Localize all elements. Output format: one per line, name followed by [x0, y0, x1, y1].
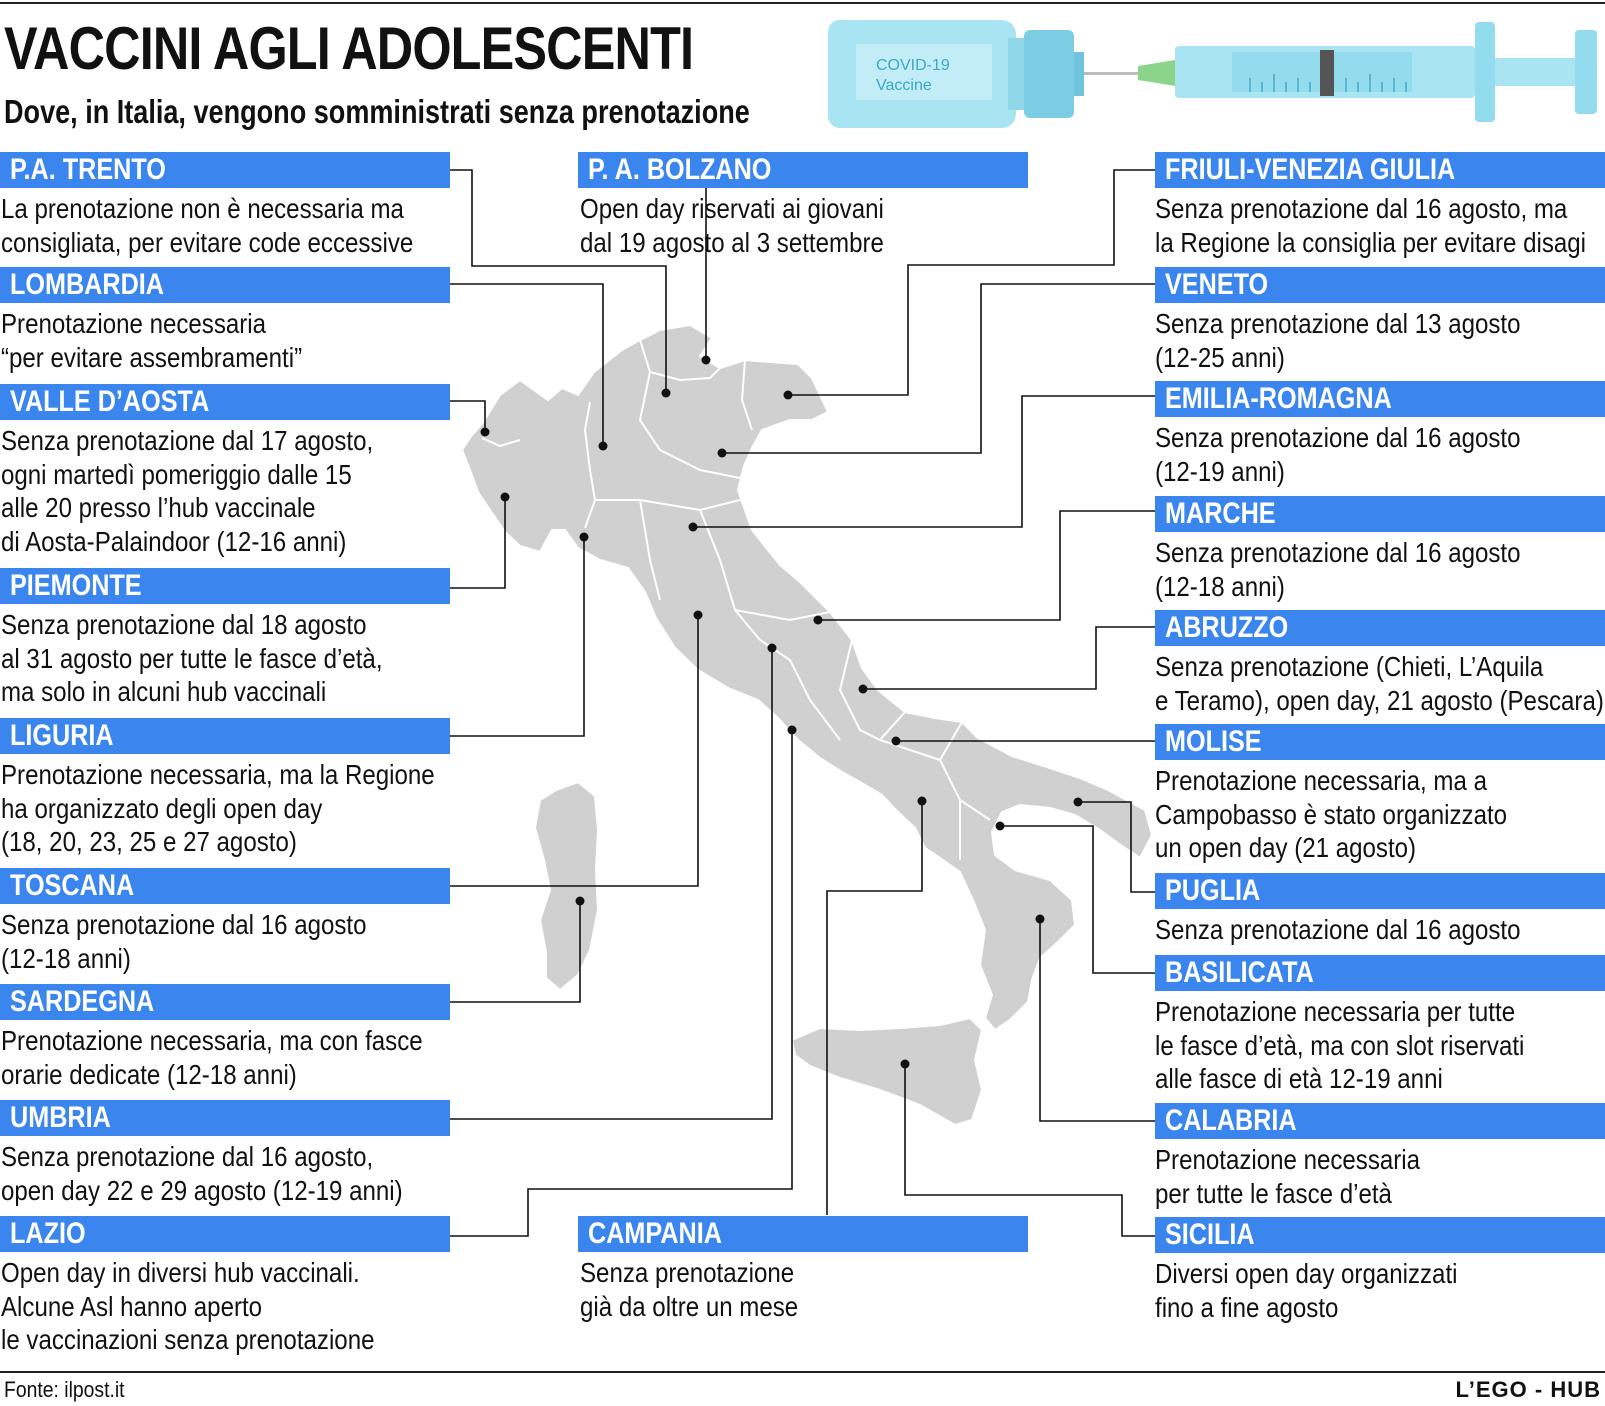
dot-lombardia: [599, 442, 608, 451]
dot-trento: [662, 389, 671, 398]
region-text-umbria: Senza prenotazione dal 16 agosto, open day 22 e 29 agosto (12-19 anni): [1, 1141, 403, 1206]
region-header-sardegna: SARDEGNA: [0, 984, 450, 1020]
region-header-umbria: UMBRIA: [0, 1100, 450, 1136]
bottom-rule: [0, 1371, 1605, 1373]
connector-abruzzo: [863, 627, 1155, 689]
region-text-lombardia: Prenotazione necessaria “per evitare assembramenti”: [1, 308, 303, 373]
dot-toscana: [694, 611, 703, 620]
region-text-abruzzo: Senza prenotazione (Chieti, L’Aquila e Teramo), open day, 21 agosto (Pescara): [1155, 651, 1604, 716]
source-note: Fonte: ilpost.it: [4, 1377, 125, 1402]
dot-piemonte: [501, 493, 510, 502]
region-header-abruzzo: ABRUZZO: [1155, 610, 1605, 646]
dot-veneto: [718, 449, 727, 458]
region-text-bolzano: Open day riservati ai giovani dal 19 agosto al 3 settembre: [580, 193, 884, 258]
region-header-friuli: FRIULI-VENEZIA GIULIA: [1155, 152, 1605, 188]
region-header-valle-daosta: VALLE D’AOSTA: [0, 384, 450, 420]
region-text-campania: Senza prenotazione già da oltre un mese: [580, 1257, 799, 1322]
dot-umbria: [768, 644, 777, 653]
region-header-bolzano: P. A. BOLZANO: [578, 152, 1028, 188]
region-text-piemonte: Senza prenotazione dal 18 agosto al 31 agosto per tutte le fasce d’età, ma solo in alcuni hub vaccinali: [1, 609, 383, 707]
connector-liguria: [440, 537, 584, 736]
region-text-sardegna: Prenotazione necessaria, ma con fasce orarie dedicate (12-18 anni): [1, 1025, 423, 1090]
dot-molise: [892, 737, 901, 746]
region-header-trento: P.A. TRENTO: [0, 152, 450, 188]
region-text-puglia: Senza prenotazione dal 16 agosto: [1155, 914, 1521, 945]
dot-friuli: [784, 391, 793, 400]
region-header-toscana: TOSCANA: [0, 868, 450, 904]
dot-marche: [814, 616, 823, 625]
region-header-sicilia: SICILIA: [1155, 1217, 1605, 1253]
region-text-marche: Senza prenotazione dal 16 agosto (12-18 anni): [1155, 537, 1521, 602]
connector-veneto: [722, 284, 1155, 453]
region-text-calabria: Prenotazione necessaria per tutte le fasce d’età: [1155, 1144, 1421, 1209]
region-header-lombardia: LOMBARDIA: [0, 267, 450, 303]
region-header-marche: MARCHE: [1155, 496, 1605, 532]
dot-lazio: [788, 726, 797, 735]
region-text-valle-daosta: Senza prenotazione dal 17 agosto, ogni martedì pomeriggio dalle 15 alle 20 presso l’hub vaccinale di Aosta-Palaindoor (12-16 anni): [1, 425, 374, 557]
dot-liguria: [580, 533, 589, 542]
dot-calabria: [1036, 915, 1045, 924]
dot-sardegna: [576, 897, 585, 906]
region-text-toscana: Senza prenotazione dal 16 agosto (12-18 anni): [1, 909, 367, 974]
dot-sicilia: [901, 1060, 910, 1069]
region-text-sicilia: Diversi open day organizzati fino a fine agosto: [1155, 1258, 1458, 1323]
connector-puglia: [1078, 802, 1155, 892]
connector-calabria: [1040, 919, 1155, 1121]
dot-campania: [918, 797, 927, 806]
connector-emilia: [693, 396, 1155, 527]
connector-campania: [827, 801, 922, 1215]
region-text-basilicata: Prenotazione necessaria per tutte le fasce d’età, ma con slot riservati alle fasce di età 12-19 anni: [1155, 996, 1525, 1094]
dot-abruzzo: [859, 685, 868, 694]
region-text-friuli: Senza prenotazione dal 16 agosto, ma la Regione la consiglia per evitare disagi: [1155, 193, 1587, 258]
page-subtitle: Dove, in Italia, vengono somministrati senza prenotazione: [4, 93, 750, 130]
region-header-calabria: CALABRIA: [1155, 1103, 1605, 1139]
credit-label: L’EGO - HUB: [1455, 1377, 1601, 1402]
region-text-emilia-romagna: Senza prenotazione dal 16 agosto (12-19 anni): [1155, 422, 1521, 487]
region-header-emilia-romagna: EMILIA-ROMAGNA: [1155, 381, 1605, 417]
region-text-veneto: Senza prenotazione dal 13 agosto (12-25 anni): [1155, 308, 1521, 373]
region-header-piemonte: PIEMONTE: [0, 568, 450, 604]
dot-emilia: [689, 523, 698, 532]
region-header-liguria: LIGURIA: [0, 718, 450, 754]
vial-label-line2: Vaccine: [876, 77, 932, 94]
region-header-veneto: VENETO: [1155, 267, 1605, 303]
region-header-puglia: PUGLIA: [1155, 873, 1605, 909]
dot-valle-daosta: [481, 428, 490, 437]
region-text-molise: Prenotazione necessaria, ma a Campobasso è stato organizzato un open day (21 agosto): [1155, 765, 1508, 863]
dot-bolzano: [702, 356, 711, 365]
region-text-lazio: Open day in diversi hub vaccinali. Alcune Asl hanno aperto le vaccinazioni senza prenotazione: [1, 1257, 375, 1355]
connector-sicilia: [905, 1064, 1155, 1236]
region-header-campania: CAMPANIA: [578, 1216, 1028, 1252]
region-text-trento: La prenotazione non è necessaria ma consigliata, per evitare code eccessive: [1, 193, 414, 258]
page-title: VACCINI AGLI ADOLESCENTI: [4, 15, 694, 82]
vial-label-line1: COVID-19: [876, 57, 950, 74]
connector-lombardia: [440, 284, 603, 444]
region-header-basilicata: BASILICATA: [1155, 955, 1605, 991]
dot-basilicata: [996, 822, 1005, 831]
dot-puglia: [1074, 798, 1083, 807]
region-text-liguria: Prenotazione necessaria, ma la Regione ha organizzato degli open day (18, 20, 23, 25 e 27 agosto): [1, 759, 435, 857]
connector-sardegna: [440, 901, 580, 1002]
region-header-lazio: LAZIO: [0, 1216, 450, 1252]
region-header-molise: MOLISE: [1155, 724, 1605, 760]
